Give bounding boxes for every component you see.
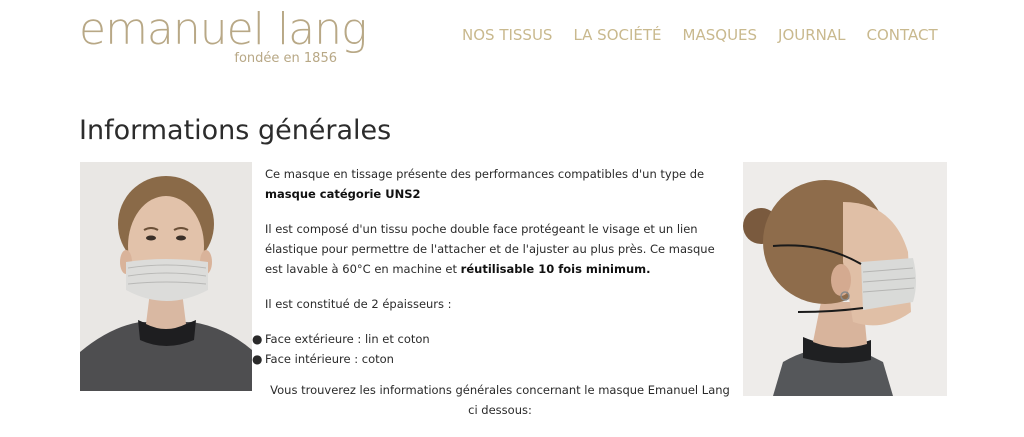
- intro-highlight: masque catégorie UNS2: [265, 187, 421, 201]
- mask-info-content: [252, 164, 735, 435]
- nav-item-nos-tissus[interactable]: NOS TISSUS: [462, 26, 553, 44]
- page-title: Informations générales: [79, 115, 392, 147]
- nav-item-la-societe[interactable]: LA SOCIÉTÉ: [573, 26, 662, 44]
- composition-paragraph: [265, 219, 735, 279]
- intro-text: Ce masque en tissage présente des performances compatibles d'un type de: [265, 167, 705, 181]
- nav-item-contact[interactable]: CONTACT: [866, 26, 938, 44]
- nav-item-journal[interactable]: JOURNAL: [778, 26, 846, 44]
- main-nav: [462, 26, 938, 44]
- composition-text: Il est composé d'un tissu poche double face protégeant le visage et un lien élastique pour permettre de l'attacher et de l'ajuster au plus près. Ce masque est lavable à 60°C en machine et: [265, 222, 715, 276]
- bullet-icon: ●: [252, 352, 263, 366]
- footer-paragraph: Vous trouverez les informations générales concernant le masque Emanuel Lang ci dessous:: [270, 383, 730, 417]
- list-item: ● Face intérieure : coton: [265, 349, 735, 369]
- list-item: ● Face extérieure : lin et coton: [265, 329, 735, 349]
- intro-paragraph: [265, 164, 735, 204]
- nav-item-masques[interactable]: MASQUES: [682, 26, 758, 44]
- mask-front-photo: [80, 162, 252, 391]
- layers-list: [252, 329, 735, 369]
- logo-wordmark: emanuel lang: [79, 4, 367, 55]
- layers-intro: Il est constitué de 2 épaisseurs :: [265, 297, 452, 311]
- reuse-highlight: réutilisable 10 fois minimum.: [460, 262, 651, 276]
- brand-logo[interactable]: [79, 4, 367, 68]
- mask-side-photo: [743, 162, 947, 396]
- logo-subtitle: fondée en 1856: [234, 51, 337, 66]
- bullet-icon: ●: [252, 332, 263, 346]
